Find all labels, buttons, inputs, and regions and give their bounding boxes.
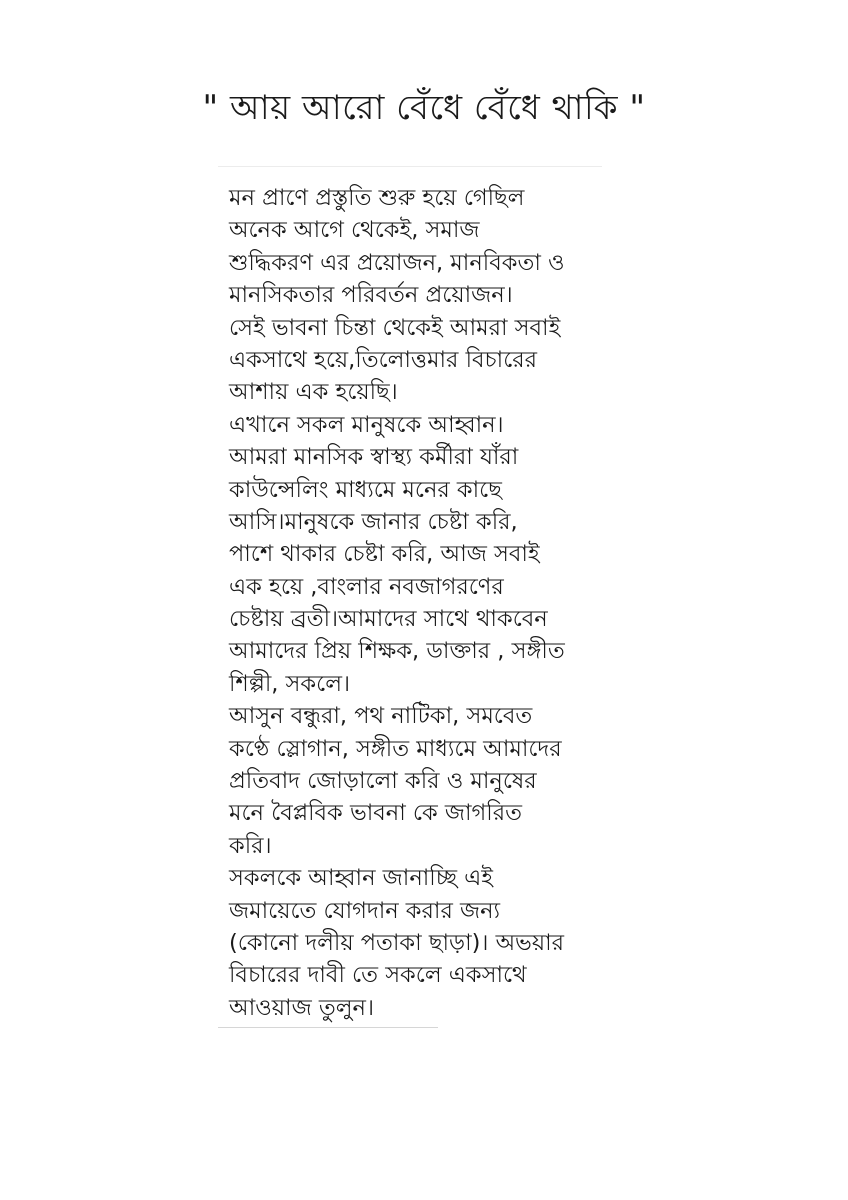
title-divider bbox=[218, 166, 602, 167]
text-line: কাউন্সেলিং মাধ্যমে মনের কাছে bbox=[229, 476, 502, 503]
text-line: আমাদের প্রিয় শিক্ষক, ডাক্তার , সঙ্গীত bbox=[229, 638, 565, 665]
text-line: একসাথে হয়ে,তিলোত্তমার বিচারের bbox=[229, 346, 537, 373]
text-line: অনেক আগে থেকেই, সমাজ bbox=[229, 217, 480, 244]
text-line: করি। bbox=[229, 832, 272, 859]
bottom-divider bbox=[218, 1027, 438, 1028]
text-line: আসুন বন্ধুরা, পথ নাটিকা, সমবেত bbox=[229, 703, 533, 730]
text-line: এক হয়ে ,বাংলার নবজাগরণের bbox=[229, 573, 504, 600]
text-line: আমরা মানসিক স্বাস্থ্য কর্মীরা যাঁরা bbox=[229, 444, 519, 471]
text-line: মনে বৈপ্লবিক ভাবনা কে জাগরিত bbox=[229, 800, 522, 827]
text-line: পাশে থাকার চেষ্টা করি, আজ সবাই bbox=[229, 541, 540, 568]
text-line: বিচারের দাবী তে সকলে একসাথে bbox=[229, 962, 527, 989]
text-line: এখানে সকল মানুষকে আহ্বান। bbox=[229, 411, 504, 438]
text-line: আওয়াজ তুলুন। bbox=[229, 994, 374, 1021]
body-text bbox=[229, 182, 609, 1024]
text-line: চেষ্টায় ব্রতী।আমাদের সাথে থাকবেন bbox=[229, 606, 548, 633]
text-line: সেই ভাবনা চিন্তা থেকেই আমরা সবাই bbox=[229, 314, 561, 341]
text-line: মানসিকতার পরিবর্তন প্রয়োজন। bbox=[229, 282, 513, 309]
text-line: আশায় এক হয়েছি। bbox=[229, 379, 398, 406]
text-line: আসি।মানুষকে জানার চেষ্টা করি, bbox=[229, 508, 518, 535]
document-title: " আয় আরো বেঁধে বেঁধে থাকি " bbox=[202, 88, 646, 128]
text-line: শিল্পী, সকলে। bbox=[229, 670, 351, 697]
text-line: প্রতিবাদ জোড়ালো করি ও মানুষের bbox=[229, 768, 537, 795]
text-line: (কোনো দলীয় পতাকা ছাড়া)। অভয়ার bbox=[229, 929, 564, 956]
text-line: জমায়েতে যোগদান করার জন্য bbox=[229, 897, 501, 924]
text-line: শুদ্ধিকরণ এর প্রয়োজন, মানবিকতা ও bbox=[229, 249, 565, 276]
text-line: সকলকে আহ্বান জানাচ্ছি এই bbox=[229, 865, 493, 892]
text-line: মন প্রাণে প্রস্তুতি শুরু হয়ে গেছিল bbox=[229, 185, 525, 211]
text-line: কণ্ঠে স্লোগান, সঙ্গীত মাধ্যমে আমাদের bbox=[229, 735, 562, 762]
